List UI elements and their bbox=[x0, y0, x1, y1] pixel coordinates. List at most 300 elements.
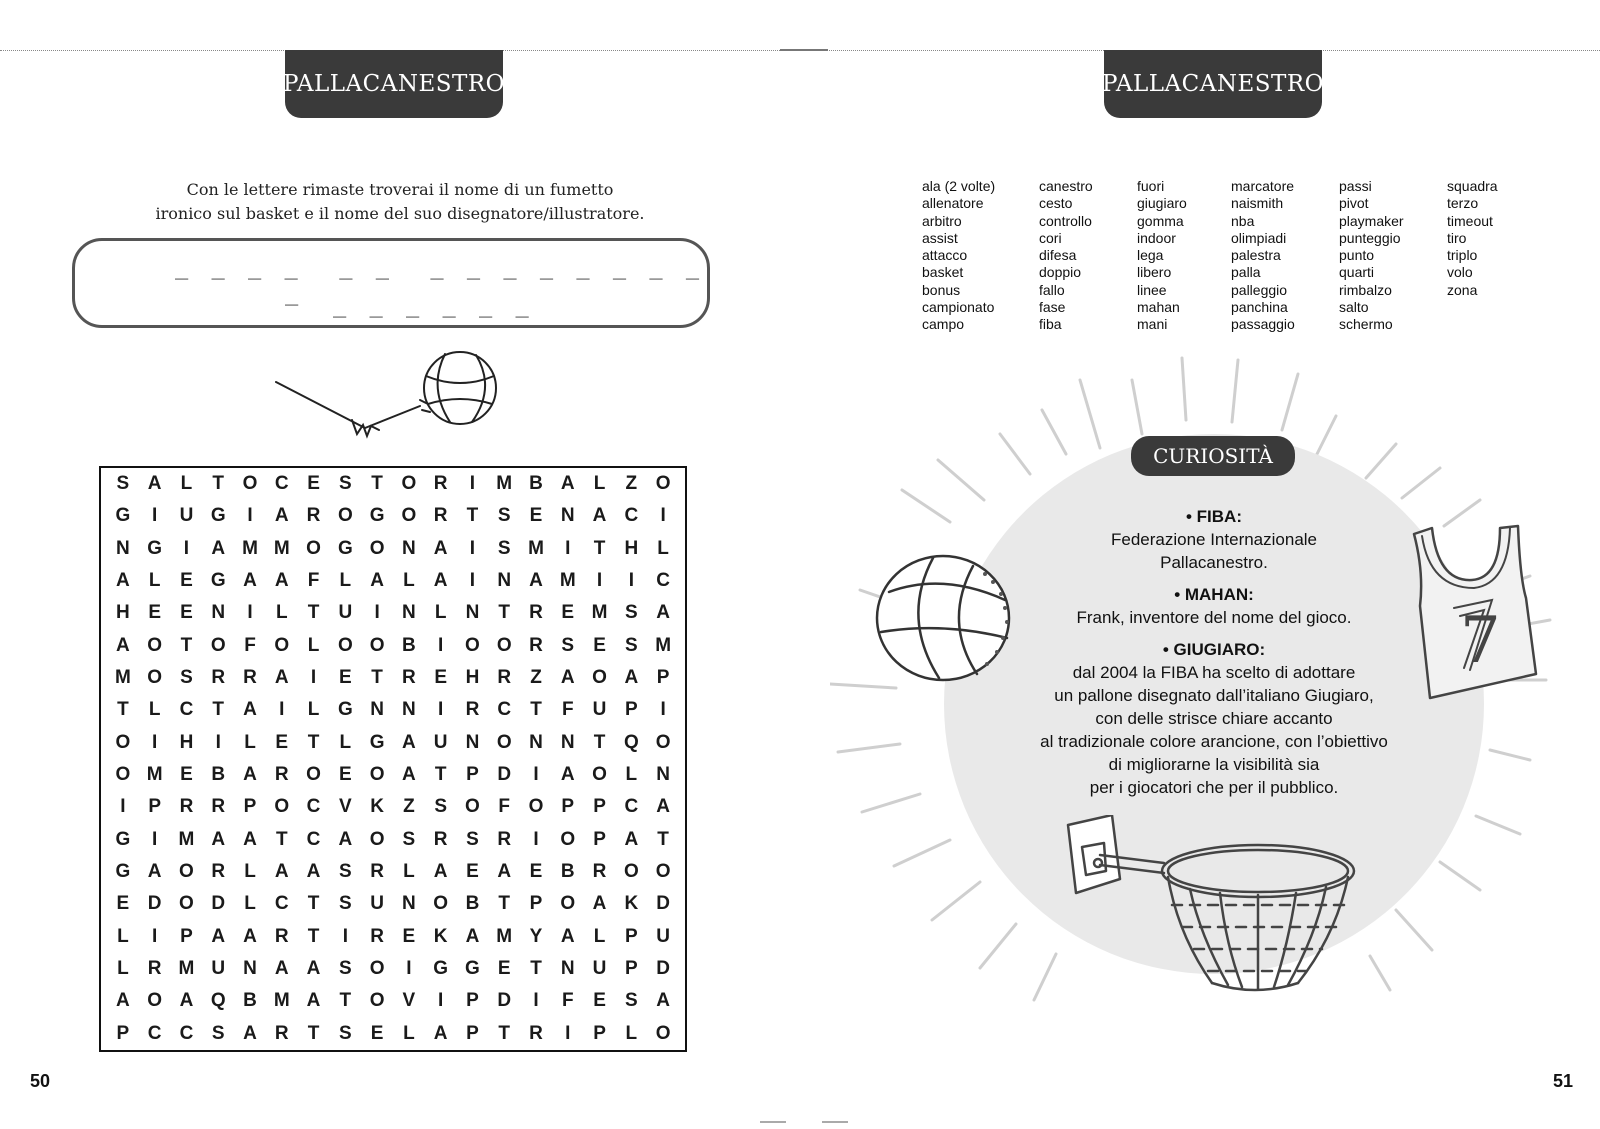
grid-letter[interactable]: M bbox=[146, 764, 163, 786]
grid-letter[interactable]: O bbox=[496, 731, 512, 753]
grid-letter[interactable]: T bbox=[530, 699, 542, 721]
grid-letter[interactable]: R bbox=[306, 505, 321, 527]
grid-letter[interactable]: R bbox=[497, 828, 512, 850]
grid-letter[interactable]: N bbox=[116, 537, 130, 559]
grid-letter[interactable]: S bbox=[497, 537, 511, 559]
grid-letter[interactable]: M bbox=[242, 537, 258, 559]
grid-letter[interactable]: R bbox=[433, 828, 448, 850]
grid-letter[interactable]: S bbox=[561, 634, 575, 656]
grid-letter[interactable]: H bbox=[465, 667, 480, 689]
grid-letter[interactable]: U bbox=[592, 958, 607, 980]
grid-letter[interactable]: P bbox=[466, 990, 479, 1012]
grid-letter[interactable]: A bbox=[592, 893, 607, 915]
grid-letter[interactable]: R bbox=[211, 796, 226, 818]
grid-letter[interactable]: R bbox=[465, 699, 480, 721]
grid-letter[interactable]: E bbox=[593, 990, 606, 1012]
grid-letter[interactable]: E bbox=[275, 731, 289, 753]
grid-letter[interactable]: T bbox=[339, 990, 352, 1012]
grid-letter[interactable]: A bbox=[306, 958, 321, 980]
grid-letter[interactable]: A bbox=[402, 731, 416, 753]
grid-letter[interactable]: L bbox=[148, 699, 161, 721]
grid-letter[interactable]: R bbox=[592, 861, 607, 883]
grid-letter[interactable]: R bbox=[243, 667, 257, 689]
grid-letter[interactable]: A bbox=[306, 861, 321, 883]
grid-letter[interactable]: Z bbox=[625, 473, 638, 495]
grid-letter[interactable]: E bbox=[180, 602, 193, 624]
grid-letter[interactable]: A bbox=[274, 958, 289, 980]
word-search-grid[interactable] bbox=[99, 466, 687, 1052]
grid-letter[interactable]: L bbox=[117, 958, 129, 980]
grid-letter[interactable]: O bbox=[369, 634, 385, 656]
grid-letter[interactable]: L bbox=[657, 537, 669, 559]
grid-letter[interactable]: R bbox=[529, 1022, 543, 1044]
grid-letter[interactable]: O bbox=[592, 764, 607, 786]
grid-letter[interactable]: O bbox=[655, 473, 671, 495]
grid-letter[interactable]: T bbox=[307, 925, 320, 947]
grid-letter[interactable]: N bbox=[402, 893, 416, 915]
grid-letter[interactable]: A bbox=[433, 570, 448, 592]
grid-letter[interactable]: T bbox=[117, 699, 129, 721]
grid-letter[interactable]: A bbox=[624, 667, 639, 689]
grid-letter[interactable]: S bbox=[624, 990, 638, 1012]
grid-letter[interactable]: R bbox=[497, 667, 512, 689]
grid-letter[interactable]: A bbox=[560, 764, 575, 786]
grid-letter[interactable]: G bbox=[433, 958, 449, 980]
grid-letter[interactable]: R bbox=[370, 925, 384, 947]
grid-letter[interactable]: D bbox=[497, 990, 512, 1012]
grid-letter[interactable]: I bbox=[469, 537, 476, 559]
grid-letter[interactable]: A bbox=[211, 925, 226, 947]
grid-letter[interactable]: R bbox=[211, 667, 226, 689]
grid-letter[interactable]: L bbox=[339, 731, 352, 753]
grid-letter[interactable]: A bbox=[243, 764, 257, 786]
grid-letter[interactable]: R bbox=[179, 796, 194, 818]
grid-letter[interactable]: H bbox=[116, 602, 130, 624]
grid-letter[interactable]: A bbox=[243, 828, 257, 850]
grid-letter[interactable]: L bbox=[403, 861, 415, 883]
grid-letter[interactable]: T bbox=[498, 602, 511, 624]
grid-letter[interactable]: E bbox=[370, 1022, 384, 1044]
grid-letter[interactable]: Q bbox=[210, 990, 226, 1012]
grid-letter[interactable]: I bbox=[533, 764, 539, 786]
grid-letter[interactable]: O bbox=[210, 634, 226, 656]
grid-letter[interactable]: A bbox=[402, 764, 416, 786]
grid-letter[interactable]: Q bbox=[623, 731, 639, 753]
grid-letter[interactable]: T bbox=[657, 828, 669, 850]
grid-letter[interactable]: P bbox=[466, 1022, 479, 1044]
grid-letter[interactable]: A bbox=[433, 861, 448, 883]
grid-letter[interactable]: B bbox=[465, 893, 480, 915]
grid-letter[interactable]: T bbox=[212, 699, 225, 721]
grid-letter[interactable]: N bbox=[402, 537, 416, 559]
grid-letter[interactable]: T bbox=[212, 473, 225, 495]
grid-letter[interactable]: R bbox=[433, 505, 448, 527]
grid-letter[interactable]: C bbox=[624, 796, 639, 818]
grid-letter[interactable]: A bbox=[116, 634, 130, 656]
grid-letter[interactable]: R bbox=[529, 602, 543, 624]
grid-letter[interactable]: O bbox=[655, 1022, 671, 1044]
grid-letter[interactable]: N bbox=[560, 505, 575, 527]
grid-letter[interactable]: I bbox=[247, 505, 253, 527]
grid-letter[interactable]: A bbox=[243, 570, 257, 592]
grid-letter[interactable]: I bbox=[533, 990, 539, 1012]
grid-letter[interactable]: T bbox=[371, 667, 383, 689]
grid-letter[interactable]: U bbox=[433, 731, 448, 753]
grid-letter[interactable]: A bbox=[179, 990, 194, 1012]
grid-letter[interactable]: R bbox=[274, 1022, 289, 1044]
grid-letter[interactable]: L bbox=[593, 925, 606, 947]
grid-letter[interactable]: O bbox=[401, 473, 417, 495]
grid-letter[interactable]: A bbox=[656, 990, 670, 1012]
grid-letter[interactable]: L bbox=[244, 861, 256, 883]
grid-letter[interactable]: A bbox=[529, 570, 543, 592]
grid-letter[interactable]: F bbox=[244, 634, 256, 656]
grid-letter[interactable]: Y bbox=[529, 925, 543, 947]
grid-letter[interactable]: G bbox=[210, 505, 226, 527]
grid-letter[interactable]: Z bbox=[403, 796, 415, 818]
grid-letter[interactable]: O bbox=[369, 990, 385, 1012]
grid-letter[interactable]: I bbox=[660, 505, 666, 527]
grid-letter[interactable]: B bbox=[402, 634, 416, 656]
grid-letter[interactable]: I bbox=[152, 925, 158, 947]
grid-letter[interactable]: N bbox=[497, 570, 512, 592]
grid-letter[interactable]: A bbox=[211, 828, 226, 850]
answer-box[interactable] bbox=[72, 238, 710, 328]
grid-letter[interactable]: O bbox=[337, 505, 353, 527]
grid-letter[interactable]: M bbox=[655, 634, 672, 656]
grid-letter[interactable]: I bbox=[533, 828, 539, 850]
grid-letter[interactable]: I bbox=[596, 570, 603, 592]
grid-letter[interactable]: I bbox=[565, 537, 571, 559]
grid-letter[interactable]: C bbox=[497, 699, 512, 721]
grid-letter[interactable]: G bbox=[147, 537, 163, 559]
grid-letter[interactable]: A bbox=[274, 861, 289, 883]
grid-letter[interactable]: M bbox=[114, 667, 131, 689]
grid-letter[interactable]: S bbox=[402, 828, 416, 850]
grid-letter[interactable]: A bbox=[560, 925, 575, 947]
grid-letter[interactable]: E bbox=[529, 505, 543, 527]
grid-letter[interactable]: O bbox=[655, 861, 671, 883]
grid-letter[interactable]: S bbox=[434, 796, 447, 818]
grid-letter[interactable]: G bbox=[210, 570, 226, 592]
grid-letter[interactable]: S bbox=[180, 667, 193, 689]
grid-letter[interactable]: O bbox=[465, 796, 480, 818]
grid-letter[interactable]: O bbox=[115, 764, 131, 786]
grid-letter[interactable]: G bbox=[115, 828, 131, 850]
grid-letter[interactable]: A bbox=[147, 473, 162, 495]
grid-letter[interactable]: T bbox=[307, 1022, 320, 1044]
grid-letter[interactable]: I bbox=[406, 958, 412, 980]
grid-letter[interactable]: A bbox=[338, 828, 353, 850]
grid-letter[interactable]: D bbox=[656, 893, 670, 915]
grid-letter[interactable]: I bbox=[438, 634, 444, 656]
grid-letter[interactable]: O bbox=[242, 473, 258, 495]
grid-letter[interactable]: G bbox=[465, 958, 480, 980]
grid-letter[interactable]: F bbox=[561, 990, 574, 1012]
grid-letter[interactable]: C bbox=[306, 828, 321, 850]
grid-letter[interactable]: I bbox=[215, 731, 221, 753]
grid-letter[interactable]: A bbox=[274, 667, 289, 689]
grid-letter[interactable]: O bbox=[560, 828, 576, 850]
grid-letter[interactable]: A bbox=[274, 505, 289, 527]
grid-letter[interactable]: S bbox=[338, 473, 352, 495]
grid-letter[interactable]: G bbox=[337, 699, 353, 721]
grid-letter[interactable]: L bbox=[244, 893, 256, 915]
grid-letter[interactable]: O bbox=[337, 634, 353, 656]
grid-letter[interactable]: G bbox=[337, 537, 353, 559]
grid-letter[interactable]: A bbox=[433, 1022, 448, 1044]
grid-letter[interactable]: L bbox=[339, 570, 352, 592]
grid-letter[interactable]: N bbox=[656, 764, 670, 786]
grid-letter[interactable]: N bbox=[560, 958, 575, 980]
grid-letter[interactable]: I bbox=[469, 570, 476, 592]
grid-letter[interactable]: T bbox=[307, 893, 320, 915]
grid-letter[interactable]: T bbox=[307, 731, 320, 753]
grid-letter[interactable]: T bbox=[180, 634, 193, 656]
grid-letter[interactable]: T bbox=[593, 731, 606, 753]
grid-letter[interactable]: T bbox=[498, 1022, 511, 1044]
grid-letter[interactable]: C bbox=[274, 473, 289, 495]
grid-letter[interactable]: A bbox=[465, 925, 480, 947]
grid-letter[interactable]: B bbox=[560, 861, 575, 883]
grid-letter[interactable]: M bbox=[559, 570, 576, 592]
grid-letter[interactable]: O bbox=[401, 505, 417, 527]
grid-letter[interactable]: I bbox=[438, 990, 444, 1012]
grid-letter[interactable]: T bbox=[307, 602, 320, 624]
grid-letter[interactable]: E bbox=[180, 570, 193, 592]
grid-letter[interactable]: N bbox=[560, 731, 575, 753]
grid-letter[interactable]: V bbox=[402, 990, 416, 1012]
grid-letter[interactable]: I bbox=[279, 699, 285, 721]
grid-letter[interactable]: I bbox=[120, 796, 126, 818]
grid-letter[interactable]: D bbox=[211, 893, 226, 915]
grid-letter[interactable]: L bbox=[434, 602, 447, 624]
grid-letter[interactable]: S bbox=[624, 602, 638, 624]
grid-letter[interactable]: R bbox=[402, 667, 416, 689]
grid-letter[interactable]: P bbox=[624, 925, 638, 947]
grid-letter[interactable]: I bbox=[342, 925, 348, 947]
grid-letter[interactable]: R bbox=[529, 634, 543, 656]
grid-letter[interactable]: L bbox=[403, 570, 415, 592]
grid-letter[interactable]: G bbox=[115, 861, 131, 883]
grid-letter[interactable]: T bbox=[593, 537, 606, 559]
grid-letter[interactable]: P bbox=[180, 925, 193, 947]
grid-letter[interactable]: P bbox=[656, 667, 670, 689]
grid-letter[interactable]: O bbox=[306, 764, 321, 786]
grid-letter[interactable]: R bbox=[370, 861, 384, 883]
grid-letter[interactable]: S bbox=[116, 473, 130, 495]
grid-letter[interactable]: M bbox=[178, 958, 195, 980]
grid-letter[interactable]: S bbox=[338, 893, 352, 915]
grid-letter[interactable]: A bbox=[243, 699, 257, 721]
grid-letter[interactable]: R bbox=[147, 958, 162, 980]
grid-letter[interactable]: O bbox=[369, 537, 385, 559]
grid-letter[interactable]: I bbox=[152, 828, 158, 850]
grid-letter[interactable]: D bbox=[497, 764, 512, 786]
grid-letter[interactable]: F bbox=[561, 699, 574, 721]
grid-letter[interactable]: A bbox=[497, 861, 512, 883]
grid-letter[interactable]: A bbox=[211, 537, 226, 559]
grid-letter[interactable]: O bbox=[306, 537, 321, 559]
grid-letter[interactable]: P bbox=[593, 1022, 606, 1044]
grid-letter[interactable]: C bbox=[306, 796, 321, 818]
grid-letter[interactable]: U bbox=[592, 699, 607, 721]
grid-letter[interactable]: O bbox=[274, 634, 290, 656]
grid-letter[interactable]: U bbox=[370, 893, 384, 915]
grid-letter[interactable]: P bbox=[243, 796, 257, 818]
grid-letter[interactable]: C bbox=[624, 505, 639, 527]
grid-letter[interactable]: N bbox=[529, 731, 543, 753]
grid-letter[interactable]: A bbox=[656, 796, 670, 818]
grid-letter[interactable]: A bbox=[370, 570, 384, 592]
grid-letter[interactable]: S bbox=[497, 505, 511, 527]
grid-letter[interactable]: A bbox=[116, 990, 130, 1012]
grid-letter[interactable]: U bbox=[211, 958, 226, 980]
grid-letter[interactable]: R bbox=[274, 764, 289, 786]
grid-letter[interactable]: E bbox=[402, 925, 416, 947]
grid-letter[interactable]: M bbox=[496, 473, 513, 495]
grid-letter[interactable]: B bbox=[529, 473, 543, 495]
grid-letter[interactable]: K bbox=[370, 796, 384, 818]
grid-letter[interactable]: O bbox=[115, 731, 131, 753]
grid-letter[interactable]: B bbox=[211, 764, 226, 786]
grid-letter[interactable]: M bbox=[496, 925, 513, 947]
grid-letter[interactable]: P bbox=[593, 796, 606, 818]
grid-letter[interactable]: P bbox=[561, 796, 575, 818]
grid-letter[interactable]: G bbox=[369, 731, 385, 753]
grid-letter[interactable]: A bbox=[624, 828, 639, 850]
grid-letter[interactable]: Z bbox=[530, 667, 542, 689]
grid-letter[interactable]: R bbox=[211, 861, 226, 883]
grid-letter[interactable]: U bbox=[656, 925, 670, 947]
grid-letter[interactable]: T bbox=[498, 893, 511, 915]
grid-letter[interactable]: O bbox=[274, 796, 290, 818]
grid-letter[interactable]: I bbox=[565, 1022, 571, 1044]
grid-letter[interactable]: T bbox=[530, 958, 542, 980]
grid-letter[interactable]: O bbox=[147, 990, 163, 1012]
grid-letter[interactable]: O bbox=[369, 828, 385, 850]
grid-letter[interactable]: A bbox=[592, 505, 607, 527]
grid-letter[interactable]: P bbox=[116, 1022, 130, 1044]
grid-letter[interactable]: L bbox=[307, 634, 320, 656]
grid-letter[interactable]: O bbox=[528, 796, 544, 818]
grid-letter[interactable]: S bbox=[338, 958, 352, 980]
grid-letter[interactable]: I bbox=[469, 473, 476, 495]
grid-letter[interactable]: A bbox=[306, 990, 321, 1012]
grid-letter[interactable]: A bbox=[560, 667, 575, 689]
grid-letter[interactable]: O bbox=[433, 893, 449, 915]
grid-letter[interactable]: P bbox=[466, 764, 479, 786]
grid-letter[interactable]: I bbox=[310, 667, 317, 689]
grid-letter[interactable]: C bbox=[179, 1022, 194, 1044]
grid-letter[interactable]: L bbox=[180, 473, 193, 495]
grid-letter[interactable]: E bbox=[434, 667, 447, 689]
grid-letter[interactable]: O bbox=[369, 764, 385, 786]
grid-letter[interactable]: I bbox=[660, 699, 666, 721]
grid-letter[interactable]: N bbox=[370, 699, 384, 721]
grid-letter[interactable]: T bbox=[434, 764, 447, 786]
grid-letter[interactable]: M bbox=[273, 990, 290, 1012]
grid-letter[interactable]: E bbox=[466, 861, 479, 883]
grid-letter[interactable]: P bbox=[529, 893, 543, 915]
grid-letter[interactable]: E bbox=[338, 764, 352, 786]
grid-letter[interactable]: A bbox=[274, 570, 289, 592]
grid-letter[interactable]: N bbox=[211, 602, 226, 624]
grid-letter[interactable]: O bbox=[369, 958, 385, 980]
grid-letter[interactable]: S bbox=[338, 1022, 352, 1044]
grid-letter[interactable]: A bbox=[147, 861, 162, 883]
grid-letter[interactable]: O bbox=[179, 861, 194, 883]
grid-letter[interactable]: L bbox=[117, 925, 129, 947]
grid-letter[interactable]: I bbox=[183, 537, 190, 559]
grid-letter[interactable]: E bbox=[116, 893, 130, 915]
grid-letter[interactable]: L bbox=[244, 731, 256, 753]
grid-letter[interactable]: I bbox=[628, 570, 634, 592]
grid-letter[interactable]: G bbox=[369, 505, 385, 527]
grid-letter[interactable]: A bbox=[243, 1022, 257, 1044]
grid-letter[interactable]: T bbox=[371, 473, 383, 495]
grid-letter[interactable]: A bbox=[560, 473, 575, 495]
grid-letter[interactable]: L bbox=[148, 570, 161, 592]
grid-letter[interactable]: O bbox=[465, 634, 480, 656]
grid-letter[interactable]: O bbox=[147, 667, 163, 689]
grid-letter[interactable]: P bbox=[624, 958, 638, 980]
grid-letter[interactable]: D bbox=[656, 958, 670, 980]
grid-letter[interactable]: U bbox=[179, 505, 194, 527]
grid-letter[interactable]: F bbox=[498, 796, 511, 818]
grid-letter[interactable]: H bbox=[624, 537, 639, 559]
grid-letter[interactable]: C bbox=[656, 570, 670, 592]
grid-letter[interactable]: N bbox=[465, 731, 480, 753]
grid-letter[interactable]: E bbox=[180, 764, 193, 786]
grid-letter[interactable]: C bbox=[147, 1022, 162, 1044]
grid-letter[interactable]: B bbox=[243, 990, 257, 1012]
grid-letter[interactable]: N bbox=[402, 602, 416, 624]
grid-letter[interactable]: N bbox=[402, 699, 416, 721]
grid-letter[interactable]: G bbox=[115, 505, 131, 527]
grid-letter[interactable]: L bbox=[593, 473, 606, 495]
grid-letter[interactable]: E bbox=[529, 861, 543, 883]
grid-letter[interactable]: A bbox=[116, 570, 130, 592]
grid-letter[interactable]: L bbox=[275, 602, 288, 624]
grid-letter[interactable]: S bbox=[624, 634, 638, 656]
grid-letter[interactable]: F bbox=[307, 570, 320, 592]
grid-letter[interactable]: M bbox=[178, 828, 195, 850]
grid-letter[interactable]: I bbox=[247, 602, 253, 624]
grid-letter[interactable]: P bbox=[624, 699, 638, 721]
grid-letter[interactable]: L bbox=[403, 1022, 415, 1044]
grid-letter[interactable]: R bbox=[433, 473, 448, 495]
grid-letter[interactable]: E bbox=[148, 602, 161, 624]
grid-letter[interactable]: C bbox=[274, 893, 289, 915]
grid-letter[interactable]: C bbox=[179, 699, 194, 721]
grid-letter[interactable]: K bbox=[433, 925, 448, 947]
grid-letter[interactable]: P bbox=[593, 828, 606, 850]
grid-letter[interactable]: R bbox=[274, 925, 289, 947]
grid-letter[interactable]: E bbox=[561, 602, 575, 624]
grid-letter[interactable]: D bbox=[147, 893, 162, 915]
grid-letter[interactable]: L bbox=[625, 764, 638, 786]
grid-letter[interactable]: T bbox=[275, 828, 288, 850]
grid-letter[interactable]: E bbox=[307, 473, 320, 495]
grid-letter[interactable]: O bbox=[655, 731, 671, 753]
grid-letter[interactable]: S bbox=[338, 861, 352, 883]
grid-letter[interactable]: K bbox=[624, 893, 639, 915]
grid-letter[interactable]: U bbox=[338, 602, 353, 624]
grid-letter[interactable]: E bbox=[338, 667, 352, 689]
grid-letter[interactable]: O bbox=[623, 861, 639, 883]
grid-letter[interactable]: O bbox=[179, 893, 194, 915]
